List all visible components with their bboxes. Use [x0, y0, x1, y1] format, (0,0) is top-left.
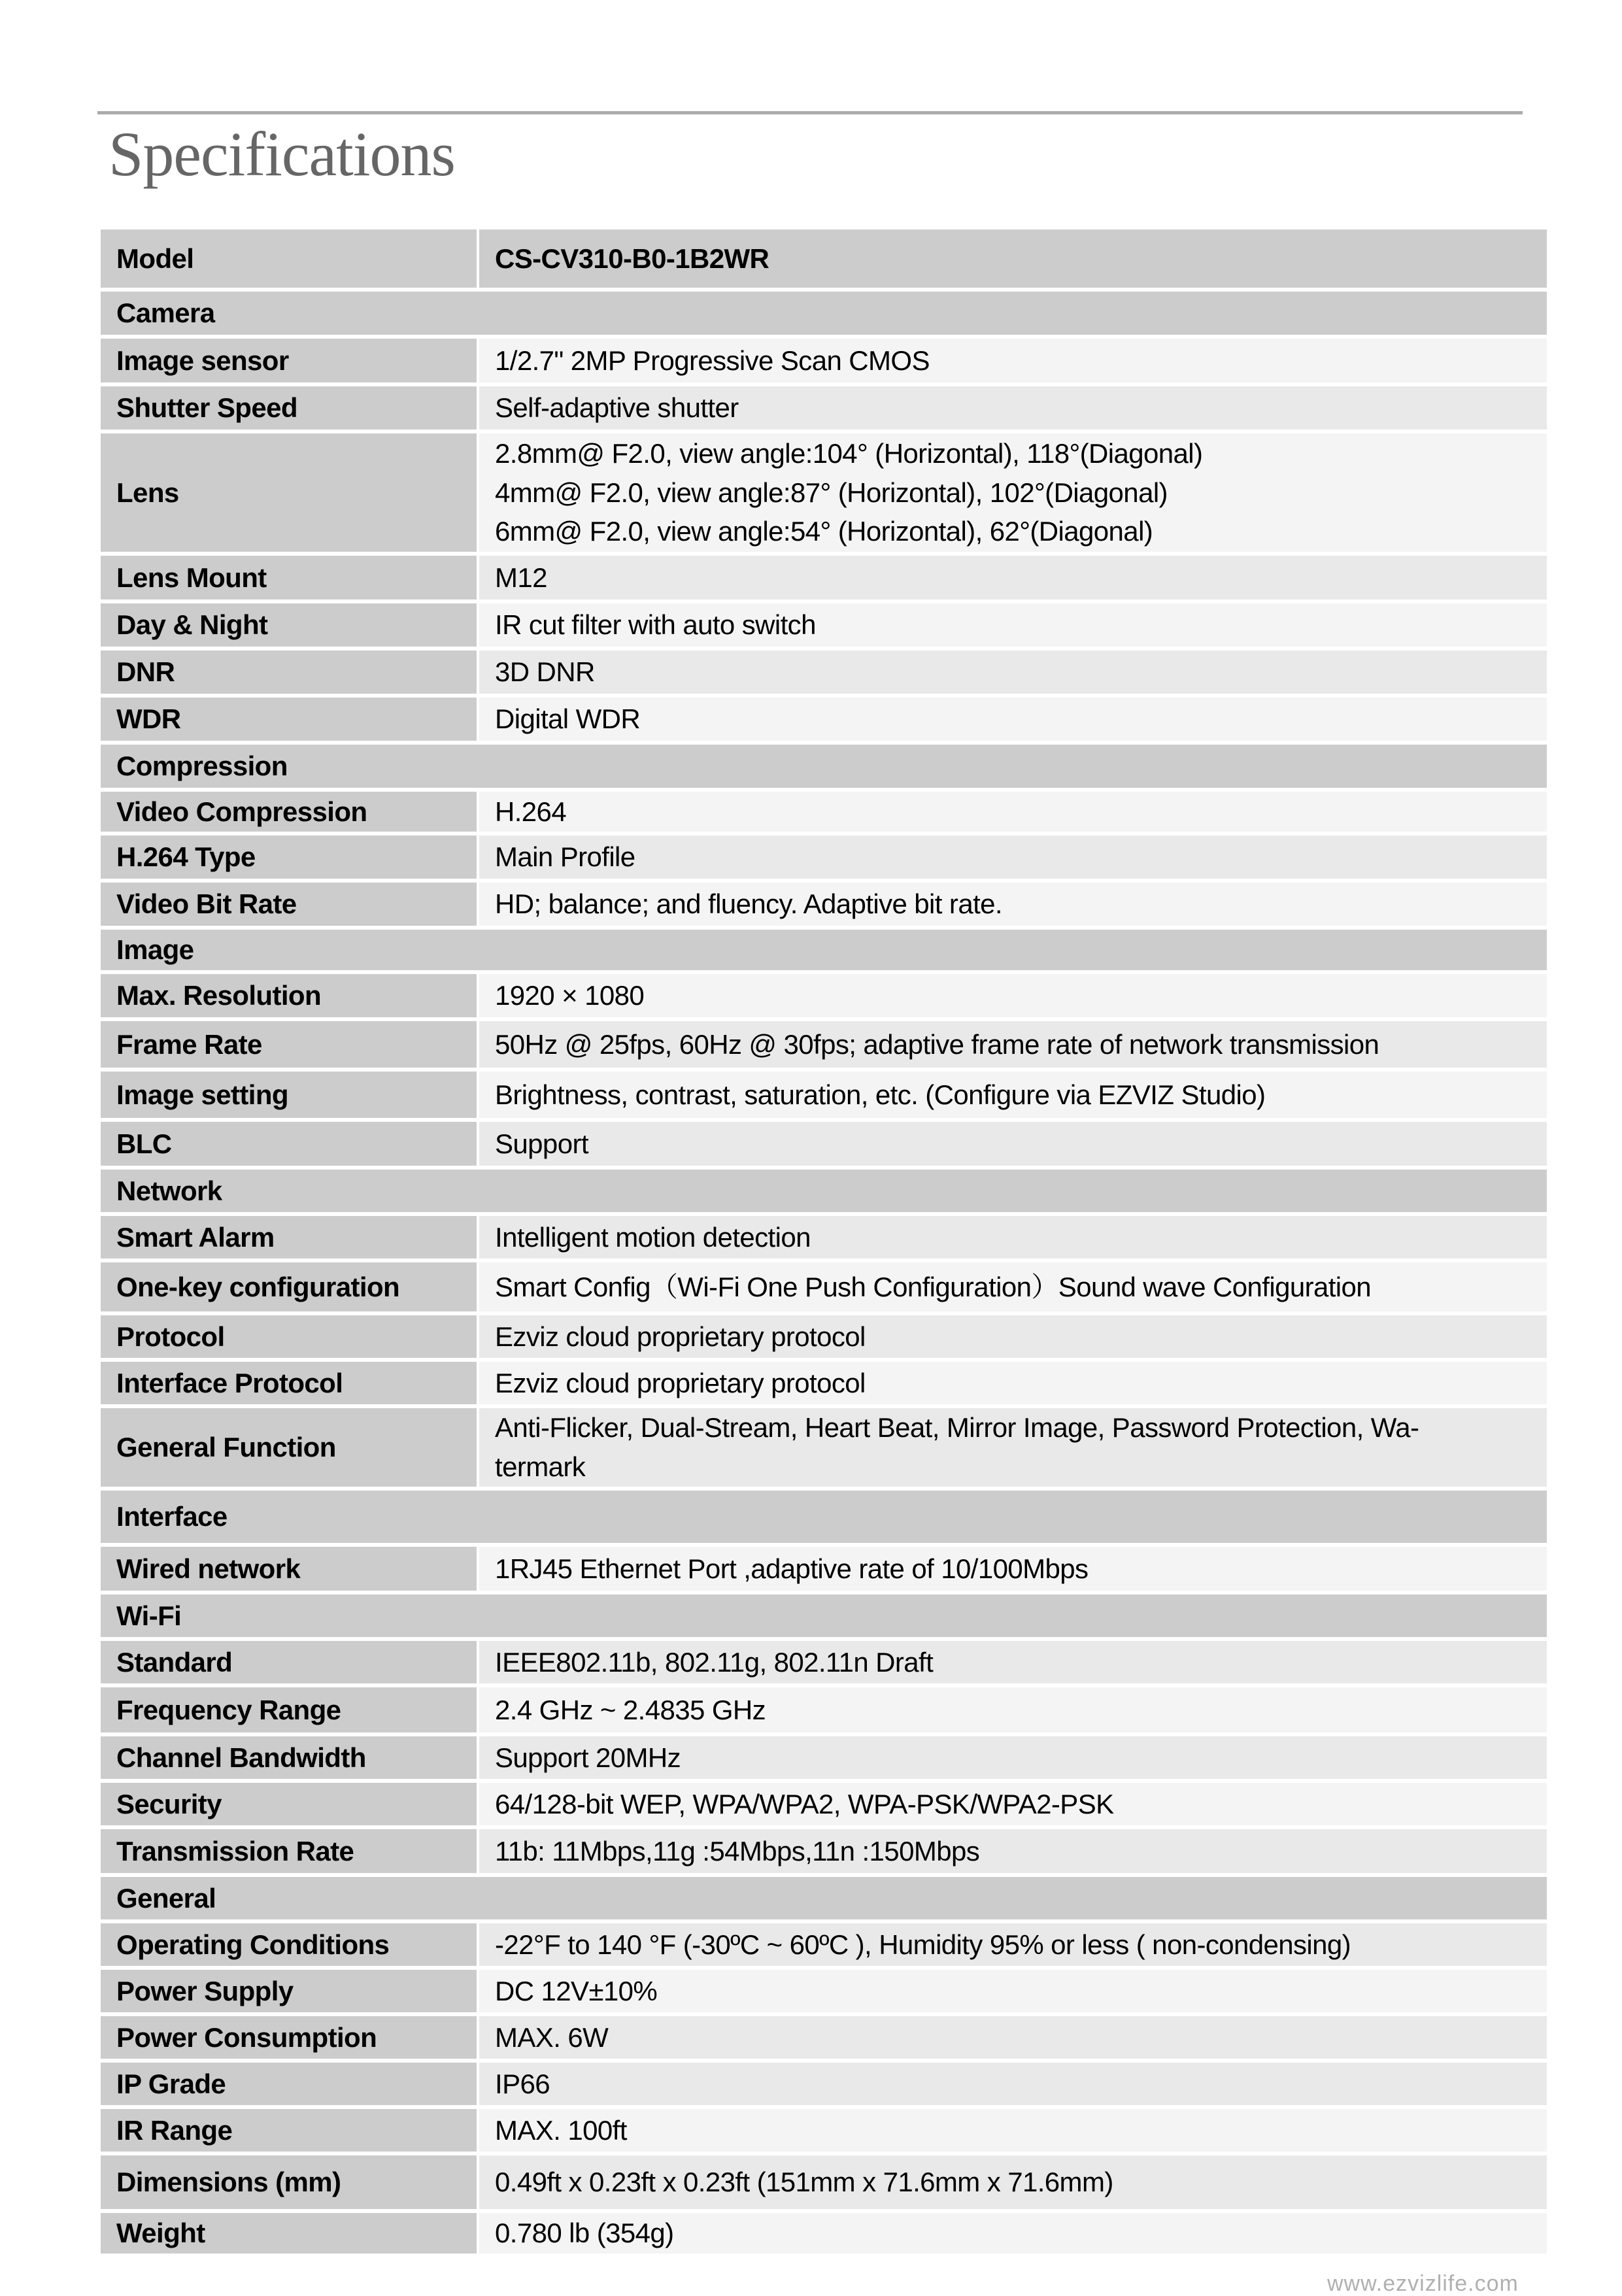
spec-value: [479, 2063, 1547, 2105]
section-heading: Wi-Fi: [116, 1600, 182, 1631]
spec-value: [479, 1262, 1547, 1311]
spec-label: Standard: [101, 1641, 477, 1683]
spec-value-line: Ezviz cloud proprietary protocol: [495, 1321, 866, 1352]
spec-value-line: Support: [495, 1128, 588, 1159]
spec-row-transmission-rate: [101, 1829, 1547, 1873]
spec-label: Dimensions (mm): [101, 2155, 477, 2209]
spec-row-wdr: [101, 698, 1547, 741]
spec-row-image-setting: [101, 1072, 1547, 1118]
spec-value-line: 11b: 11Mbps,11g :54Mbps,11n :150Mbps: [495, 1835, 980, 1866]
spec-row-shutter-speed: [101, 386, 1547, 430]
spec-value: [479, 1021, 1547, 1068]
section-row-wi-fi: [101, 1595, 1547, 1637]
spec-value: [479, 1641, 1547, 1683]
spec-row-day-night: [101, 603, 1547, 647]
spec-value: [479, 2213, 1547, 2254]
section-heading: Interface: [116, 1501, 228, 1532]
spec-value-line: 4mm@ F2.0, view angle:87° (Horizontal), 102°(Diagonal): [495, 477, 1168, 508]
section-row-network: [101, 1170, 1547, 1212]
spec-value-line: Anti-Flicker, Dual-Stream, Heart Beat, Mirror Image, Password Protection, Wa-: [495, 1412, 1419, 1443]
spec-label: Protocol: [101, 1315, 477, 1358]
spec-value: [479, 386, 1547, 430]
spec-label: Transmission Rate: [101, 1829, 477, 1873]
spec-value: [479, 974, 1547, 1017]
spec-value: [479, 1216, 1547, 1258]
spec-row-lens: [101, 433, 1547, 552]
spec-value-line: 50Hz @ 25fps, 60Hz @ 30fps; adaptive frame rate of network transmission: [495, 1028, 1379, 1060]
spec-value-line: 2.8mm@ F2.0, view angle:104° (Horizontal), 118°(Diagonal): [495, 438, 1203, 469]
spec-value: [479, 339, 1547, 382]
spec-value-line: Intelligent motion detection: [495, 1221, 811, 1253]
spec-label: Image setting: [101, 1072, 477, 1118]
spec-label: Shutter Speed: [101, 386, 477, 430]
spec-label: Interface Protocol: [101, 1362, 477, 1404]
spec-value-line: 1920 × 1080: [495, 980, 645, 1011]
spec-row-security: [101, 1783, 1547, 1825]
spec-value: [479, 2109, 1547, 2152]
spec-value-line: Brightness, contrast, saturation, etc. (Configure via EZVIZ Studio): [495, 1079, 1266, 1110]
spec-label: Image sensor: [101, 339, 477, 382]
spec-value-line: M12: [495, 562, 547, 593]
spec-row-ip-grade: [101, 2063, 1547, 2105]
spec-row-h-264-type: [101, 836, 1547, 879]
spec-value: [479, 1362, 1547, 1404]
spec-value: [479, 1687, 1547, 1732]
spec-row-lens-mount: [101, 556, 1547, 599]
section-heading: Network: [116, 1175, 222, 1206]
spec-value-line: MAX. 100ft: [495, 2114, 627, 2146]
spec-value-line: 64/128-bit WEP, WPA/WPA2, WPA-PSK/WPA2-PSK: [495, 1788, 1114, 1819]
spec-value-line: -22°F to 140 °F (-30ºC ~ 60ºC ), Humidity 95% or less ( non-condensing): [495, 1929, 1351, 1960]
spec-value: [479, 2155, 1547, 2209]
footer-website-url: www.ezvizlife.com: [1327, 2271, 1519, 2296]
spec-value-line: 0.780 lb (354g): [495, 2218, 674, 2249]
spec-value: [479, 603, 1547, 647]
spec-label: IR Range: [101, 2109, 477, 2152]
spec-label: Smart Alarm: [101, 1216, 477, 1258]
spec-label: Lens: [101, 433, 477, 552]
spec-value: [479, 650, 1547, 694]
spec-label: Weight: [101, 2213, 477, 2254]
spec-value-line: 0.49ft x 0.23ft x 0.23ft (151mm x 71.6mm x 71.6mm): [495, 2167, 1113, 2198]
spec-row-ir-range: [101, 2109, 1547, 2152]
spec-value-line: Smart Config（Wi-Fi One Push Configuration）Sound wave Configuration: [495, 1271, 1372, 1302]
spec-row-interface-protocol: [101, 1362, 1547, 1404]
specifications-table: [101, 229, 1547, 2257]
spec-value: [479, 1122, 1547, 1166]
spec-row-one-key-configuration: [101, 1262, 1547, 1311]
spec-label: General Function: [101, 1408, 477, 1487]
spec-value-line: HD; balance; and fluency. Adaptive bit rate.: [495, 888, 1002, 920]
spec-value: [479, 1923, 1547, 1966]
spec-value-line: 1RJ45 Ethernet Port ,adaptive rate of 10/100Mbps: [495, 1553, 1089, 1584]
section-heading: Camera: [116, 297, 215, 328]
spec-value: [479, 836, 1547, 879]
page-title: Specifications: [109, 119, 455, 189]
spec-label: One-key configuration: [101, 1262, 477, 1311]
spec-row-frame-rate: [101, 1021, 1547, 1068]
spec-value: [479, 1829, 1547, 1873]
spec-value-line: IP66: [495, 2068, 550, 2099]
section-heading: Image: [116, 934, 194, 965]
spec-row-protocol: [101, 1315, 1547, 1358]
section-row-general: [101, 1877, 1547, 1919]
spec-row-video-bit-rate: [101, 883, 1547, 926]
section-row-compression: [101, 745, 1547, 788]
spec-label: Power Supply: [101, 1970, 477, 2012]
spec-value-line: Ezviz cloud proprietary protocol: [495, 1367, 866, 1398]
spec-value-line: 1/2.7" 2MP Progressive Scan CMOS: [495, 345, 930, 376]
spec-label: Security: [101, 1783, 477, 1825]
spec-row-channel-bandwidth: [101, 1736, 1547, 1779]
spec-value-line: Digital WDR: [495, 703, 641, 735]
table-header-row: [101, 229, 1547, 288]
spec-value-line: H.264: [495, 796, 567, 827]
spec-value-line: 3D DNR: [495, 656, 595, 688]
spec-value-line: Support 20MHz: [495, 1742, 681, 1773]
section-row-camera: [101, 292, 1547, 335]
spec-value-line: IEEE802.11b, 802.11g, 802.11n Draft: [495, 1646, 934, 1678]
spec-value: [479, 1315, 1547, 1358]
spec-label: IP Grade: [101, 2063, 477, 2105]
section-heading: Compression: [116, 751, 288, 781]
top-divider-rule: [97, 111, 1523, 114]
spec-value: [479, 433, 1547, 552]
spec-value: [479, 883, 1547, 926]
spec-label: Operating Conditions: [101, 1923, 477, 1966]
spec-label: Wired network: [101, 1547, 477, 1591]
spec-row-image-sensor: [101, 339, 1547, 382]
spec-row-frequency-range: [101, 1687, 1547, 1732]
section-row-image: [101, 930, 1547, 970]
spec-label: Lens Mount: [101, 556, 477, 599]
spec-value: [479, 556, 1547, 599]
spec-label: Power Consumption: [101, 2016, 477, 2059]
spec-value-line: termark: [495, 1451, 586, 1482]
spec-row-max-resolution: [101, 974, 1547, 1017]
spec-row-weight: [101, 2213, 1547, 2254]
model-value: [479, 229, 1547, 288]
spec-label: Video Compression: [101, 792, 477, 832]
spec-row-smart-alarm: [101, 1216, 1547, 1258]
spec-label: BLC: [101, 1122, 477, 1166]
spec-value: [479, 1547, 1547, 1591]
spec-row-power-supply: [101, 1970, 1547, 2012]
spec-label: Frequency Range: [101, 1687, 477, 1732]
spec-row-general-function: [101, 1408, 1547, 1487]
spec-row-blc: [101, 1122, 1547, 1166]
spec-value: [479, 1783, 1547, 1825]
spec-label: Day & Night: [101, 603, 477, 647]
spec-row-standard: [101, 1641, 1547, 1683]
spec-value: [479, 1408, 1547, 1487]
spec-label: Channel Bandwidth: [101, 1736, 477, 1779]
spec-value-line: 2.4 GHz ~ 2.4835 GHz: [495, 1694, 766, 1725]
spec-label: WDR: [101, 698, 477, 741]
spec-row-dnr: [101, 650, 1547, 694]
spec-value-line: DC 12V±10%: [495, 1975, 658, 2006]
spec-value-line: MAX. 6W: [495, 2021, 609, 2053]
spec-value: [479, 698, 1547, 741]
spec-value: [479, 2016, 1547, 2059]
section-row-interface: [101, 1491, 1547, 1543]
model-value-text: CS-CV310-B0-1B2WR: [495, 243, 769, 274]
spec-label: Max. Resolution: [101, 974, 477, 1017]
spec-label: Video Bit Rate: [101, 883, 477, 926]
spec-row-video-compression: [101, 792, 1547, 832]
spec-row-dimensions-mm: [101, 2155, 1547, 2209]
spec-value: [479, 1736, 1547, 1779]
spec-label: Frame Rate: [101, 1021, 477, 1068]
spec-label: H.264 Type: [101, 836, 477, 879]
model-label: Model: [101, 229, 477, 288]
spec-value: [479, 1970, 1547, 2012]
spec-value: [479, 792, 1547, 832]
spec-value-line: Main Profile: [495, 841, 635, 873]
spec-value-line: 6mm@ F2.0, view angle:54° (Horizontal), 62°(Diagonal): [495, 516, 1153, 547]
spec-row-wired-network: [101, 1547, 1547, 1591]
spec-label: DNR: [101, 650, 477, 694]
spec-value: [479, 1072, 1547, 1118]
spec-value-line: Self-adaptive shutter: [495, 392, 739, 424]
spec-row-operating-conditions: [101, 1923, 1547, 1966]
spec-row-power-consumption: [101, 2016, 1547, 2059]
section-heading: General: [116, 1882, 216, 1914]
spec-value-line: IR cut filter with auto switch: [495, 609, 816, 641]
